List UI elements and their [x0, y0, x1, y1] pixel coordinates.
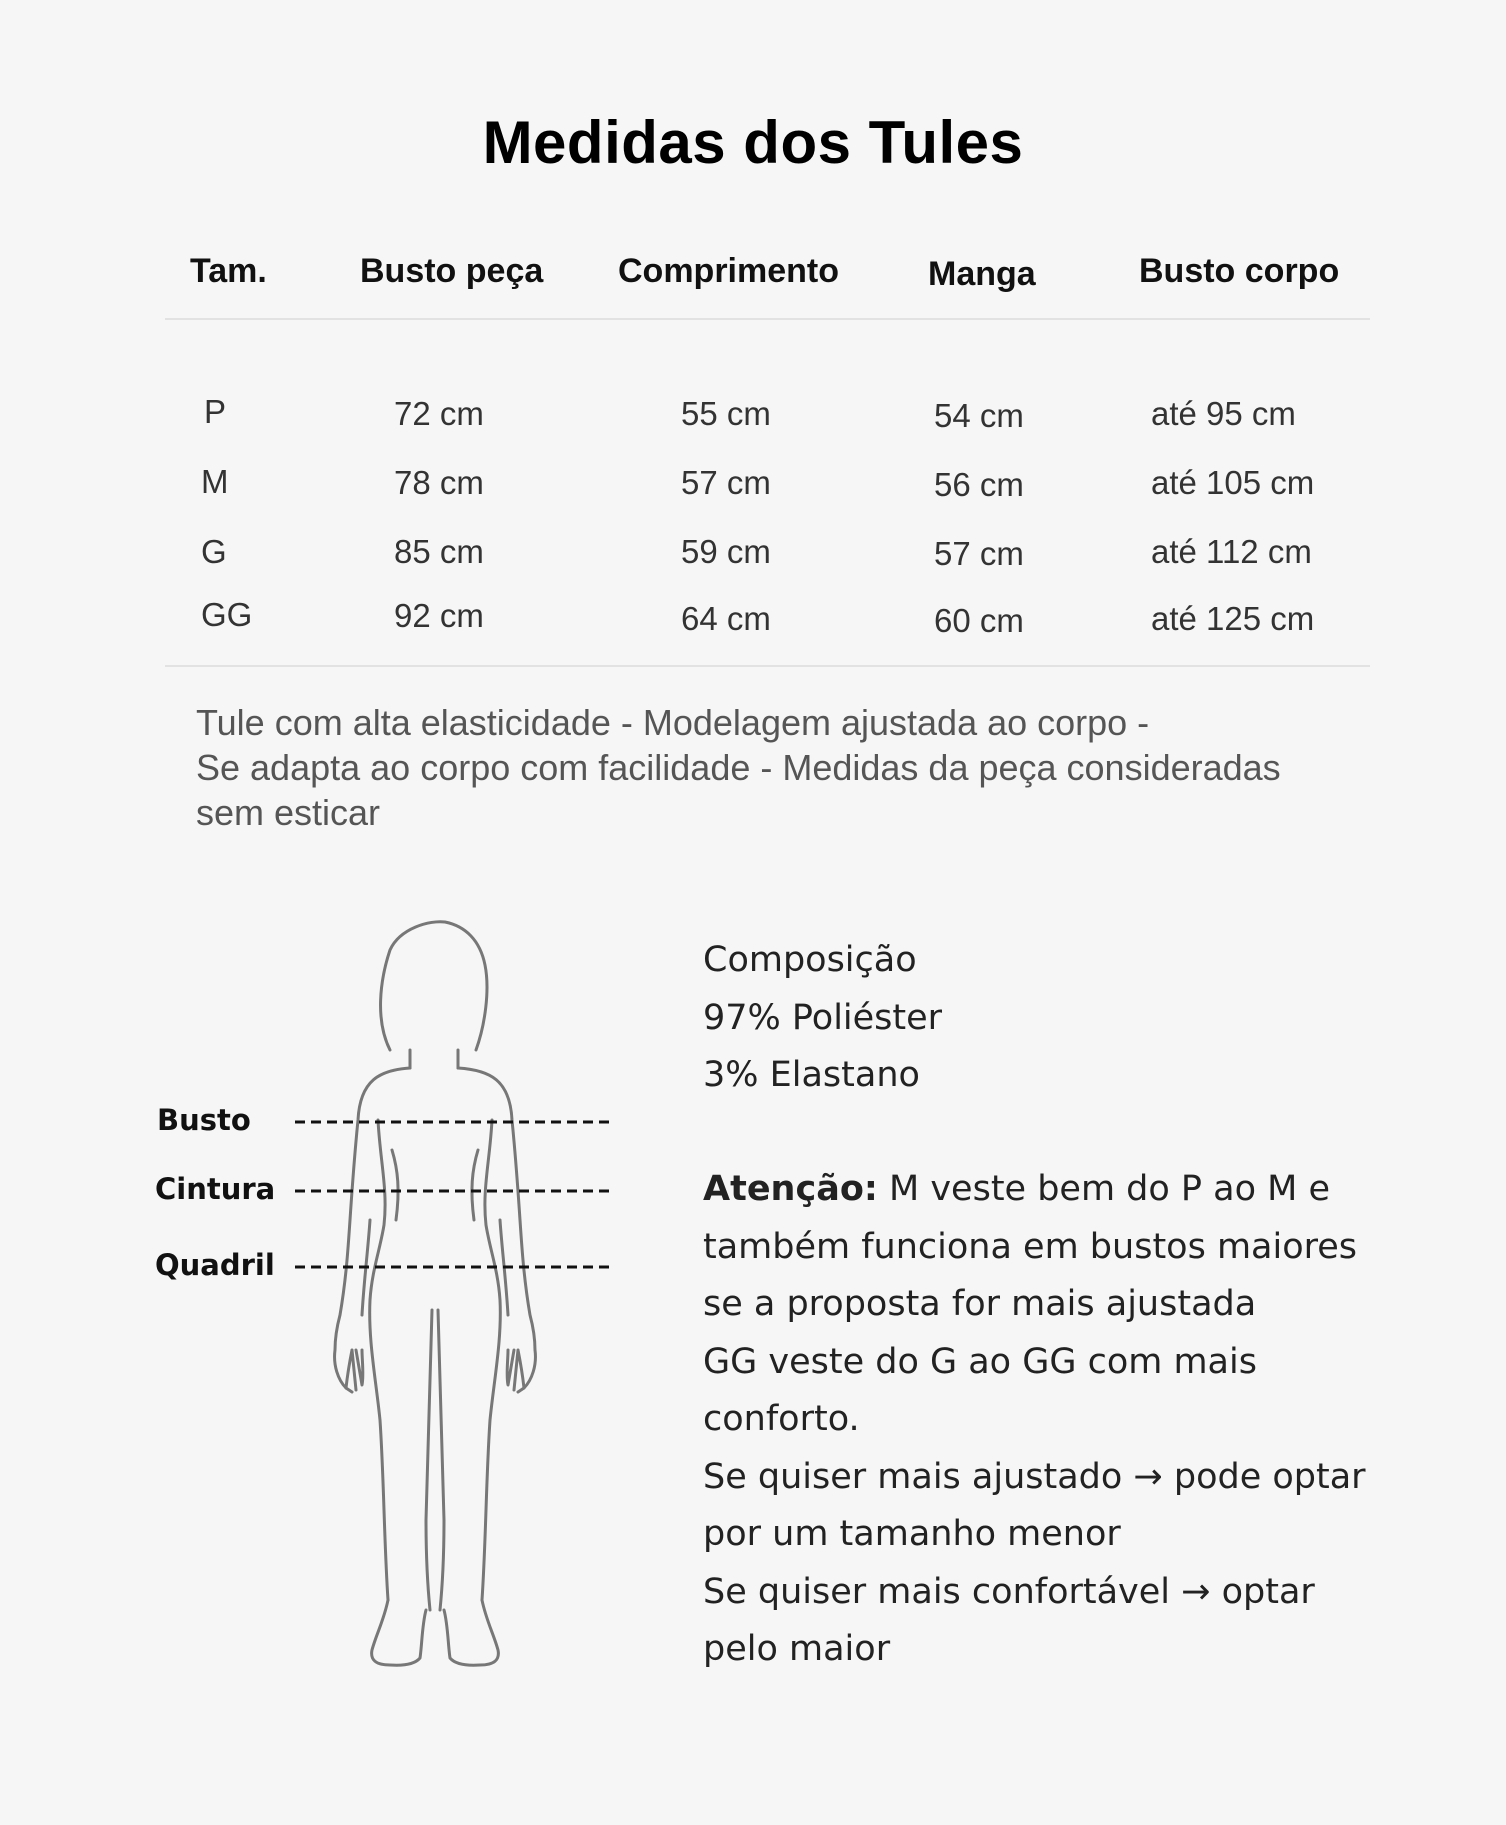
header-bust-body: Busto corpo [1139, 252, 1340, 290]
composition-item: 3% Elastano [703, 1055, 920, 1095]
header-bust-piece: Busto peça [360, 252, 544, 290]
note-line: sem esticar [196, 792, 381, 833]
cell-size: M [201, 463, 229, 500]
header-length: Comprimento [618, 252, 839, 290]
cell-sleeve: 54 cm [934, 397, 1024, 434]
cell-bust-piece: 92 cm [394, 597, 484, 634]
attention-line: por um tamanho menor [703, 1514, 1121, 1554]
cell-bust-body: até 112 cm [1151, 533, 1312, 570]
cell-length: 55 cm [681, 395, 771, 432]
label-bust: Busto [157, 1103, 251, 1137]
attention-line: Se quiser mais confortável → optar [703, 1571, 1315, 1612]
cell-sleeve: 57 cm [934, 535, 1024, 572]
cell-size: G [201, 533, 227, 570]
header-size: Tam. [190, 252, 267, 290]
cell-size: GG [201, 596, 253, 633]
cell-bust-piece: 85 cm [394, 533, 484, 570]
label-hip: Quadril [155, 1248, 275, 1282]
cell-length: 64 cm [681, 600, 771, 637]
label-waist: Cintura [155, 1172, 276, 1206]
cell-bust-body: até 125 cm [1151, 600, 1315, 637]
attention-first-line [703, 1161, 1366, 1219]
cell-bust-piece: 78 cm [394, 464, 484, 501]
cell-bust-body: até 95 cm [1151, 395, 1296, 432]
cell-length: 59 cm [681, 533, 771, 570]
cell-length: 57 cm [681, 464, 771, 501]
attention-line: conforto. [703, 1399, 860, 1439]
cell-bust-body: até 105 cm [1151, 464, 1315, 501]
composition-item: 97% Poliéster [703, 997, 943, 1038]
attention-line: GG veste do G ao GG com mais [703, 1341, 1257, 1382]
header-sleeve: Manga [928, 255, 1036, 293]
attention-block [703, 1161, 1366, 1679]
cell-size: P [204, 393, 227, 430]
note-line: Tule com alta elasticidade - Modelagem ajustada ao corpo - [196, 702, 1150, 743]
attention-line: Se quiser mais ajustado → pode optar [703, 1456, 1366, 1497]
cell-sleeve: 60 cm [934, 602, 1024, 639]
attention-line: se a proposta for mais ajustada [703, 1284, 1257, 1324]
attention-line: também funciona em bustos maiores [703, 1226, 1358, 1267]
cell-bust-piece: 72 cm [394, 395, 484, 432]
composition-title: Composição [703, 940, 917, 980]
attention-heading: Atenção: [703, 1169, 878, 1209]
cell-sleeve: 56 cm [934, 466, 1024, 503]
attention-text: M veste bem do P ao M e [877, 1169, 1331, 1209]
composition-block [703, 932, 942, 1105]
page-title: Medidas dos Tules [482, 109, 1024, 176]
attention-line: pelo maior [703, 1629, 891, 1669]
note-line: Se adapta ao corpo com facilidade - Medidas da peça consideradas [196, 747, 1281, 788]
